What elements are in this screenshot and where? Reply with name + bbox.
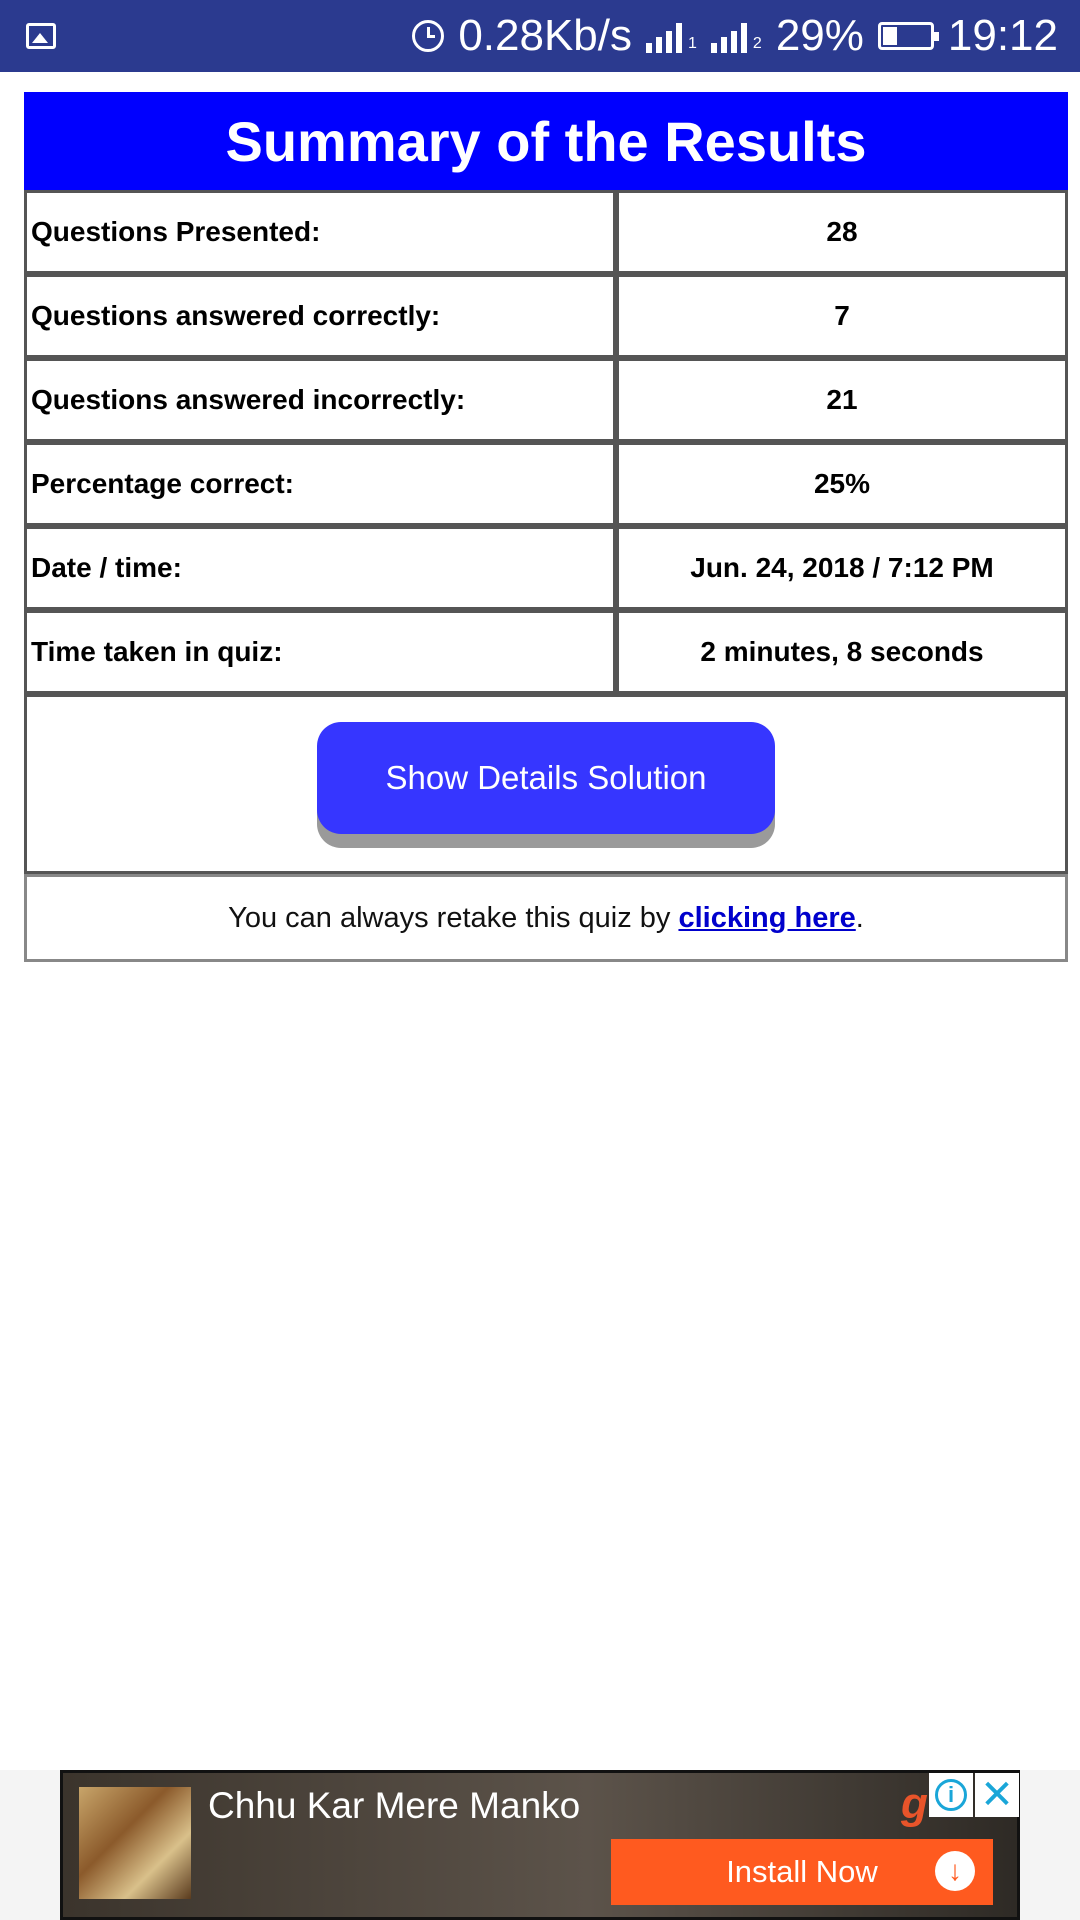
row-label: Questions answered correctly:	[24, 274, 616, 358]
sim2-signal-icon	[711, 19, 762, 53]
install-now-button[interactable]	[611, 1839, 993, 1905]
ad-close-icon[interactable]: ✕	[975, 1773, 1019, 1817]
table-row	[24, 610, 1068, 694]
row-value: 7	[616, 274, 1068, 358]
ad-title[interactable]: Chhu Kar Mere Manko	[208, 1785, 581, 1826]
row-value: 28	[616, 190, 1068, 274]
info-glyph: i	[935, 1779, 967, 1811]
clock: 19:12	[947, 11, 1058, 60]
table-row	[24, 274, 1068, 358]
network-speed: 0.28Kb/s	[458, 11, 632, 60]
row-label: Time taken in quiz:	[24, 610, 616, 694]
page-title: Summary of the Results	[24, 92, 1068, 190]
row-value: Jun. 24, 2018 / 7:12 PM	[616, 526, 1068, 610]
retake-row	[24, 874, 1068, 962]
row-value: 2 minutes, 8 seconds	[616, 610, 1068, 694]
table-row	[24, 358, 1068, 442]
battery-percent: 29%	[775, 11, 864, 60]
table-row	[24, 526, 1068, 610]
ad-banner[interactable]	[60, 1770, 1020, 1920]
sim1-signal-icon	[646, 19, 697, 53]
table-row	[24, 190, 1068, 274]
status-bar	[0, 0, 1080, 72]
install-label: Install Now	[726, 1854, 878, 1889]
table-row	[24, 442, 1068, 526]
results-table	[24, 92, 1068, 962]
ad-thumbnail-image[interactable]	[79, 1787, 191, 1899]
retake-quiz-link[interactable]: clicking here	[678, 901, 856, 934]
row-value: 21	[616, 358, 1068, 442]
alarm-icon	[412, 20, 444, 52]
ad-info-icon[interactable]	[929, 1773, 973, 1817]
retake-end: .	[855, 901, 864, 934]
download-arrow-icon: ↓	[935, 1851, 975, 1891]
sim1-label: 1	[688, 35, 697, 52]
row-label: Questions Presented:	[24, 190, 616, 274]
ad-brand-icon: g	[901, 1779, 928, 1828]
sim2-label: 2	[752, 35, 762, 52]
row-label: Date / time:	[24, 526, 616, 610]
row-label: Questions answered incorrectly:	[24, 358, 616, 442]
battery-icon	[878, 22, 934, 50]
row-label: Percentage correct:	[24, 442, 616, 526]
row-value: 25%	[616, 442, 1068, 526]
show-details-solution-button[interactable]: Show Details Solution	[317, 722, 775, 834]
retake-text: You can always retake this quiz by	[228, 901, 679, 934]
gallery-notification-icon	[26, 23, 56, 49]
button-row	[24, 694, 1068, 874]
